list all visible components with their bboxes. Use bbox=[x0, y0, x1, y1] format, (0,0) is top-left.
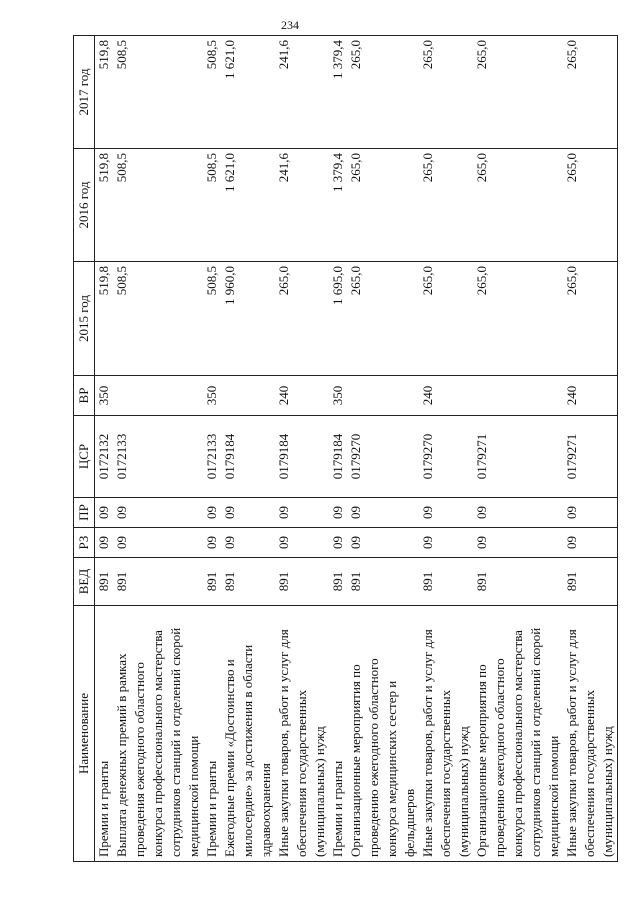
row-rz: 09 bbox=[113, 528, 203, 558]
row-rz: 09 bbox=[275, 528, 329, 558]
row-2016: 508,5 bbox=[203, 149, 221, 262]
row-rz: 09 bbox=[419, 528, 473, 558]
row-pr: 09 bbox=[329, 498, 347, 528]
row-vr: 350 bbox=[329, 376, 347, 416]
row-pr: 09 bbox=[473, 498, 563, 528]
table-row bbox=[221, 36, 275, 862]
header-2017: 2017 год bbox=[74, 36, 95, 149]
table-row bbox=[347, 36, 419, 862]
row-2016: 241,6 bbox=[275, 149, 329, 262]
row-2017: 508,5 bbox=[113, 36, 203, 149]
row-csr: 0179184 bbox=[275, 416, 329, 498]
row-ved: 891 bbox=[347, 558, 419, 606]
table-row bbox=[275, 36, 329, 862]
row-2016: 265,0 bbox=[563, 149, 618, 262]
row-2016: 265,0 bbox=[347, 149, 419, 262]
header-ved: ВЕД bbox=[74, 558, 95, 606]
row-vr bbox=[113, 376, 203, 416]
row-name: Премии и гранты bbox=[95, 606, 114, 862]
row-csr: 0179184 bbox=[221, 416, 275, 498]
row-ved: 891 bbox=[473, 558, 563, 606]
row-2017: 241,6 bbox=[275, 36, 329, 149]
row-vr bbox=[347, 376, 419, 416]
header-2015: 2015 год bbox=[74, 262, 95, 376]
row-2016: 1 621,0 bbox=[221, 149, 275, 262]
row-vr: 350 bbox=[203, 376, 221, 416]
rotated-table-container bbox=[73, 36, 635, 862]
row-2017: 265,0 bbox=[473, 36, 563, 149]
row-2015: 265,0 bbox=[419, 262, 473, 376]
row-ved: 891 bbox=[275, 558, 329, 606]
row-name: Премии и гранты bbox=[329, 606, 347, 862]
header-csr: ЦСР bbox=[74, 416, 95, 498]
row-pr: 09 bbox=[113, 498, 203, 528]
row-pr: 09 bbox=[203, 498, 221, 528]
row-csr: 0179270 bbox=[347, 416, 419, 498]
row-ved: 891 bbox=[329, 558, 347, 606]
row-vr: 240 bbox=[563, 376, 618, 416]
row-csr: 0172133 bbox=[203, 416, 221, 498]
budget-table bbox=[73, 35, 618, 862]
row-2016: 1 379,4 bbox=[329, 149, 347, 262]
row-vr: 240 bbox=[275, 376, 329, 416]
table-row bbox=[473, 36, 563, 862]
row-csr: 0179184 bbox=[329, 416, 347, 498]
page-number: 234 bbox=[281, 18, 299, 32]
row-csr: 0179271 bbox=[473, 416, 563, 498]
row-csr: 0179271 bbox=[563, 416, 618, 498]
row-2016: 519,8 bbox=[95, 149, 114, 262]
row-csr: 0172132 bbox=[95, 416, 114, 498]
row-2017: 265,0 bbox=[563, 36, 618, 149]
row-rz: 09 bbox=[347, 528, 419, 558]
row-rz: 09 bbox=[563, 528, 618, 558]
header-vr: ВР bbox=[74, 376, 95, 416]
table-row bbox=[203, 36, 221, 862]
row-csr: 0179270 bbox=[419, 416, 473, 498]
row-ved: 891 bbox=[203, 558, 221, 606]
table-row bbox=[95, 36, 114, 862]
row-2017: 1 379,4 bbox=[329, 36, 347, 149]
table-row bbox=[419, 36, 473, 862]
row-2017: 265,0 bbox=[347, 36, 419, 149]
row-name: Премии и гранты bbox=[203, 606, 221, 862]
row-ved: 891 bbox=[221, 558, 275, 606]
row-rz: 09 bbox=[203, 528, 221, 558]
row-name: Выплата денежных премий в рамках проведения ежегодного областного конкурса профессионального мастерства сотрудников станций и отделений скорой медицинской помощи bbox=[113, 606, 203, 862]
row-name: Организационные мероприятия по проведению ежегодного областного конкурса профессионального мастерства сотрудников станций и отделений скорой медицинской помощи bbox=[473, 606, 563, 862]
row-2017: 508,5 bbox=[203, 36, 221, 149]
row-2016: 265,0 bbox=[473, 149, 563, 262]
row-name: Иные закупки товаров, работ и услуг для обеспечения государственных (муниципальных) нужд bbox=[419, 606, 473, 862]
row-2015: 1 695,0 bbox=[329, 262, 347, 376]
row-2015: 265,0 bbox=[563, 262, 618, 376]
header-2016: 2016 год bbox=[74, 149, 95, 262]
row-pr: 09 bbox=[95, 498, 114, 528]
row-vr: 350 bbox=[95, 376, 114, 416]
row-pr: 09 bbox=[221, 498, 275, 528]
row-2017: 1 621,0 bbox=[221, 36, 275, 149]
table-row bbox=[329, 36, 347, 862]
header-rz: РЗ bbox=[74, 528, 95, 558]
row-ved: 891 bbox=[419, 558, 473, 606]
row-rz: 09 bbox=[221, 528, 275, 558]
row-2015: 265,0 bbox=[473, 262, 563, 376]
row-2015: 519,8 bbox=[95, 262, 114, 376]
row-2015: 265,0 bbox=[347, 262, 419, 376]
row-pr: 09 bbox=[563, 498, 618, 528]
row-vr bbox=[221, 376, 275, 416]
row-rz: 09 bbox=[473, 528, 563, 558]
row-2015: 1 960,0 bbox=[221, 262, 275, 376]
row-2017: 265,0 bbox=[419, 36, 473, 149]
row-ved: 891 bbox=[113, 558, 203, 606]
row-rz: 09 bbox=[329, 528, 347, 558]
table-row bbox=[563, 36, 618, 862]
row-name: Иные закупки товаров, работ и услуг для обеспечения государственных (муниципальных) нужд bbox=[275, 606, 329, 862]
row-2015: 265,0 bbox=[275, 262, 329, 376]
row-pr: 09 bbox=[419, 498, 473, 528]
row-name: Ежегодные премии «Достоинство и милосердие» за достижения в области здравоохранения bbox=[221, 606, 275, 862]
row-2016: 508,5 bbox=[113, 149, 203, 262]
table-row bbox=[113, 36, 203, 862]
row-2015: 508,5 bbox=[113, 262, 203, 376]
table-header-row bbox=[74, 36, 95, 862]
row-ved: 891 bbox=[563, 558, 618, 606]
row-ved: 891 bbox=[95, 558, 114, 606]
header-name: Наименование bbox=[74, 606, 95, 862]
row-pr: 09 bbox=[347, 498, 419, 528]
row-csr: 0172133 bbox=[113, 416, 203, 498]
row-2017: 519,8 bbox=[95, 36, 114, 149]
row-vr: 240 bbox=[419, 376, 473, 416]
row-pr: 09 bbox=[275, 498, 329, 528]
row-vr bbox=[473, 376, 563, 416]
row-2015: 508,5 bbox=[203, 262, 221, 376]
row-rz: 09 bbox=[95, 528, 114, 558]
header-pr: ПР bbox=[74, 498, 95, 528]
row-name: Иные закупки товаров, работ и услуг для обеспечения государственных (муниципальных) нужд bbox=[563, 606, 618, 862]
row-2016: 265,0 bbox=[419, 149, 473, 262]
row-name: Организационные мероприятия по проведению ежегодного областного конкурса медицинских сестер и фельдшеров bbox=[347, 606, 419, 862]
